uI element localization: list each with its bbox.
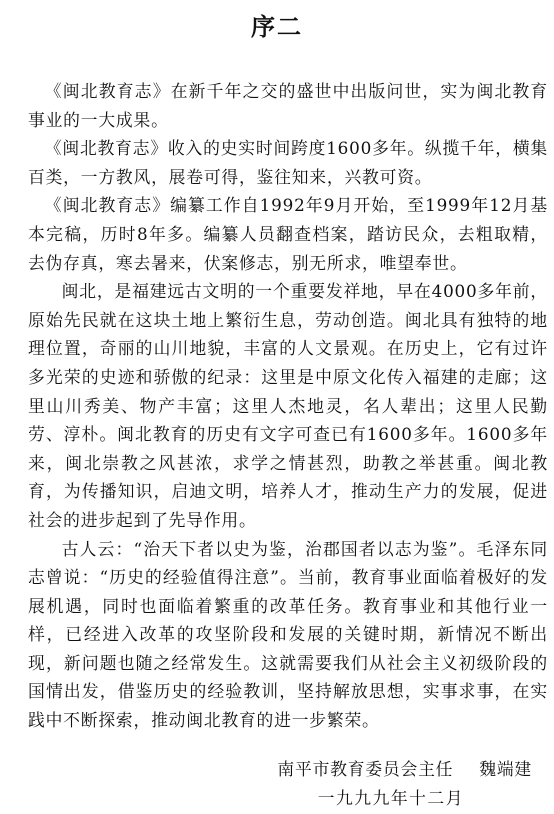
signature-position: 南平市教育委员会主任 [277,759,454,779]
paragraph-1: 《闽北教育志》在新千年之交的盛世中出版问世，实为闽北教育事业的一大成果。 [28,81,548,130]
page-title: 序二 [251,13,303,41]
paragraph-4: 闽北，是福建远古文明的一个重要发祥地，早在4000多年前，原始先民就在这块土地上繁衍生息，劳动创造。闽北具有独特的地理位置，奇丽的山川地貌，丰富的人文景观。在历史上，它有过许多光荣的史迹和骄傲的纪录：这里是中原文化传入福建的走廊；这里山川秀美、物产丰富；这里人杰地灵，名人辈出；这里人民勤劳、淳朴。闽北教育的历史有文字可查已有1600多年。1600多年来，闽北崇教之风甚浓，求学之情甚烈，助教之举甚重。闽北教育，为传播知识，启迪文明，培养人才，推动生产力的发展，促进社会的进步起到了先导作用。 [28,281,548,530]
signature-line [202,755,532,784]
signature-block [202,755,532,812]
paragraph-5: 古人云：“治天下者以史为鉴，治郡国者以志为鉴”。毛泽东同志曾说：“历史的经验值得注意”。当前，教育事业面临着极好的发展机遇，同时也面临着繁重的改革任务。教育事业和其他行业一样，已经进入改革的攻坚阶段和发展的关键时期，新情况不断出现，新问题也随之经常发生。这就需要我们从社会主义初级阶段的国情出发，借鉴历史的经验教训，坚持解放思想，实事求事，在实践中不断探索，推动闽北教育的进一步繁荣。 [28,538,548,731]
preface-body [28,77,548,735]
signature-name: 魏端建 [479,759,532,779]
paragraph-2: 《闽北教育志》收入的史实时间跨度1600多年。纵揽千年，横集百类，一方教风，展卷可得，鉴往知来，兴教可资。 [28,138,548,187]
signature-date: 一九九九年十二月 [317,787,464,808]
paragraph-3: 《闽北教育志》编纂工作自1992年9月开始，至1999年12月基本完稿，历时8年多。编纂人员翻查档案，踏访民众，去粗取精，去伪存真，寒去暑来，伏案修志，别无所求，唯望奉世。 [28,195,548,273]
